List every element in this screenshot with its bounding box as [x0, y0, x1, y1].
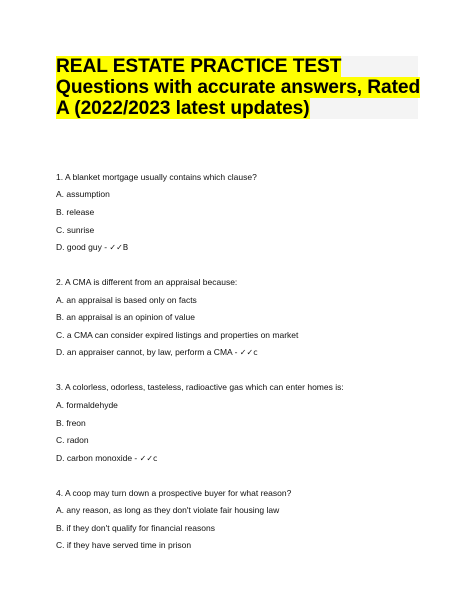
question-1-option-d	[56, 242, 128, 253]
question-1-option-c: C. sunrise	[56, 225, 95, 235]
question-4-option-a: A. any reason, as long as they don't violate fair housing law	[56, 505, 280, 515]
title-line-2: Questions with accurate answers, Rated	[56, 77, 421, 98]
question-3-option-d	[56, 453, 157, 464]
question-3-option-a: A. formaldehyde	[56, 400, 118, 410]
question-1-text: 1. A blanket mortgage usually contains which clause?	[56, 172, 257, 182]
question-3-option-b: B. freon	[56, 418, 86, 428]
question-2-option-c: C. a CMA can consider expired listings and properties on market	[56, 330, 299, 340]
title-line-3: A (2022/2023 latest updates)	[56, 98, 310, 119]
question-3-option-d-text: D. carbon monoxide -	[56, 453, 140, 463]
question-1-option-b: B. release	[56, 207, 95, 217]
question-2-option-a: A. an appraisal is based only on facts	[56, 295, 197, 305]
question-2-answer: ✓✓c	[239, 348, 258, 357]
question-2-option-d	[56, 347, 258, 358]
title-line-1: REAL ESTATE PRACTICE TEST	[56, 56, 342, 77]
question-3-text: 3. A colorless, odorless, tasteless, radioactive gas which can enter homes is:	[56, 382, 344, 392]
question-1-answer: ✓✓B	[109, 243, 129, 252]
question-4-option-c: C. if they have served time in prison	[56, 540, 192, 550]
question-3-answer: ✓✓c	[139, 454, 158, 463]
question-4-text: 4. A coop may turn down a prospective buyer for what reason?	[56, 488, 292, 498]
question-3-option-c: C. radon	[56, 435, 89, 445]
question-1-option-a: A. assumption	[56, 189, 110, 199]
document-title	[56, 56, 421, 119]
question-2-text: 2. A CMA is different from an appraisal because:	[56, 277, 238, 287]
question-2-option-b: B. an appraisal is an opinion of value	[56, 312, 195, 322]
question-2-option-d-text: D. an appraiser cannot, by law, perform a CMA -	[56, 347, 240, 357]
question-4-option-b: B. if they don't qualify for financial reasons	[56, 523, 215, 533]
question-1-option-d-text: D. good guy -	[56, 242, 110, 252]
